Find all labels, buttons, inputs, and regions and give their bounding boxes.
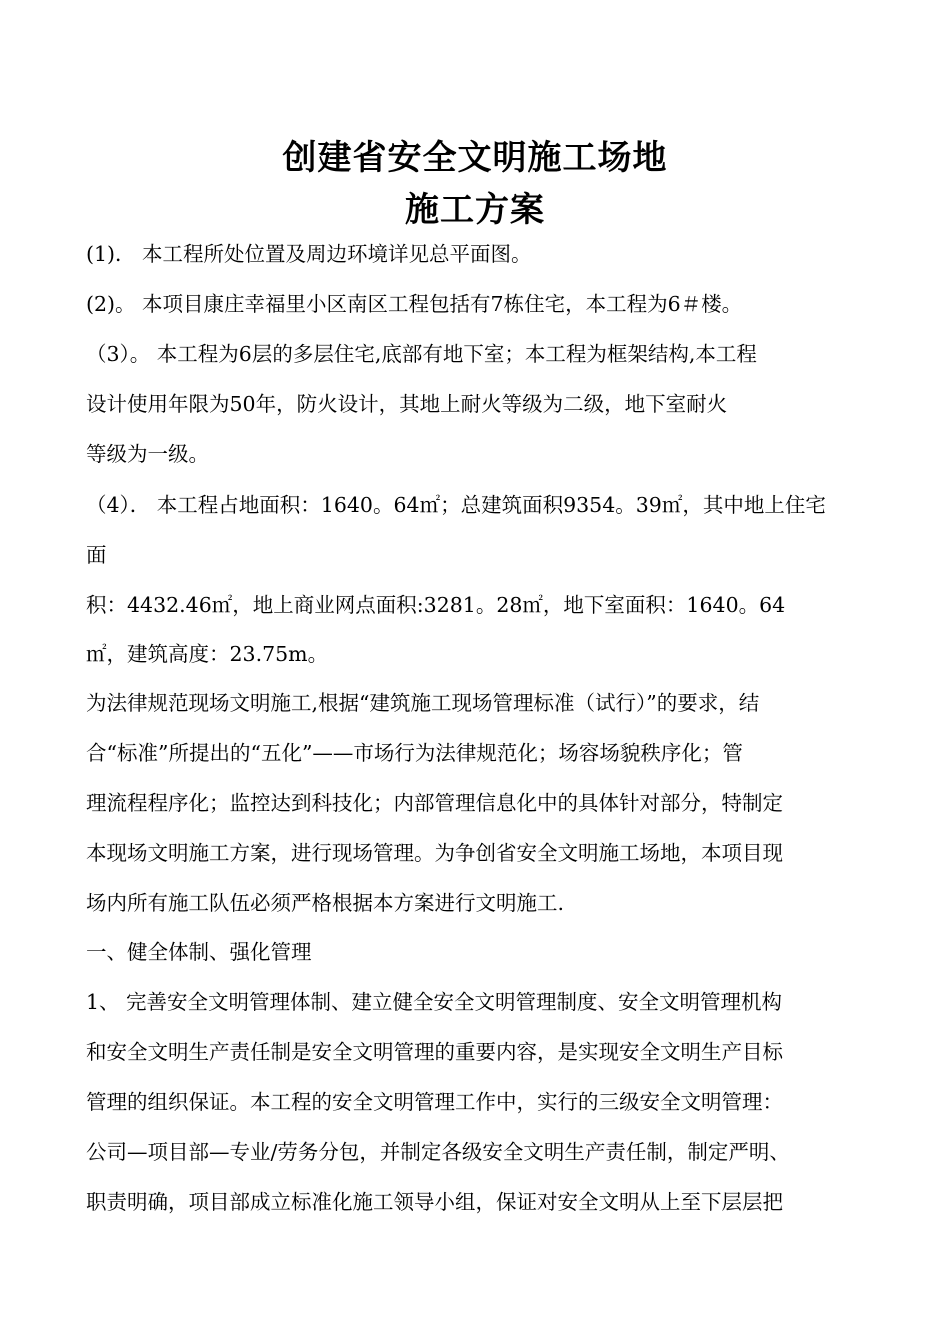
paragraph-line: 设计使用年限为50年，防火设计，其地上耐火等级为二级，地下室耐火 — [86, 392, 728, 416]
paragraph-line: 和安全文明生产责任制是安全文明管理的重要内容，是实现安全文明生产目标 — [86, 1040, 783, 1064]
paragraph-line: 管理的组织保证。本工程的安全文明管理工作中，实行的三级安全文明管理： — [86, 1090, 783, 1114]
paragraph-line: 等级为一级。 — [86, 442, 209, 466]
paragraph-line: （4）． 本工程占地面积：1640。64㎡；总建筑面积9354。39㎡，其中地上住宅 — [86, 493, 826, 517]
paragraph-line: 面 — [86, 543, 107, 567]
paragraph-line: 合“标准”所提出的“五化”——市场行为法律规范化；场容场貌秩序化；管 — [86, 741, 743, 765]
paragraph-line: 理流程程序化；监控达到科技化；内部管理信息化中的具体针对部分，特制定 — [86, 791, 783, 815]
section-heading: 一、健全体制、强化管理 — [86, 940, 312, 964]
paragraph-line: (2)。 本项目康庄幸福里小区南区工程包括有7栋住宅，本工程为6＃楼。 — [86, 292, 743, 316]
document-title-line-2: 施工方案 — [405, 190, 545, 230]
paragraph-line: （3）。 本工程为6层的多层住宅,底部有地下室；本工程为框架结构,本工程 — [86, 342, 757, 366]
paragraph-line: (1)． 本工程所处位置及周边环境详见总平面图。 — [86, 242, 532, 266]
paragraph-line: 1、 完善安全文明管理体制、建立健全安全文明管理制度、安全文明管理机构 — [86, 990, 783, 1014]
paragraph-line: 职责明确，项目部成立标准化施工领导小组，保证对安全文明从上至下层层把 — [86, 1190, 783, 1214]
paragraph-line: 公司—项目部—专业/劳务分包，并制定各级安全文明生产责任制，制定严明、 — [86, 1140, 790, 1164]
document-title-line-1: 创建省安全文明施工场地 — [282, 138, 668, 178]
paragraph-line: 积：4432.46㎡，地上商业网点面积:3281。28㎡，地下室面积：1640。64 — [86, 593, 786, 617]
paragraph-line: ㎡，建筑高度：23.75m。 — [86, 642, 329, 666]
paragraph-line: 本现场文明施工方案，进行现场管理。为争创省安全文明施工场地，本项目现 — [86, 841, 783, 865]
paragraph-line: 为法律规范现场文明施工,根据“建筑施工现场管理标准（试行）”的要求，结 — [86, 691, 760, 715]
paragraph-line: 场内所有施工队伍必须严格根据本方案进行文明施工. — [86, 891, 565, 915]
